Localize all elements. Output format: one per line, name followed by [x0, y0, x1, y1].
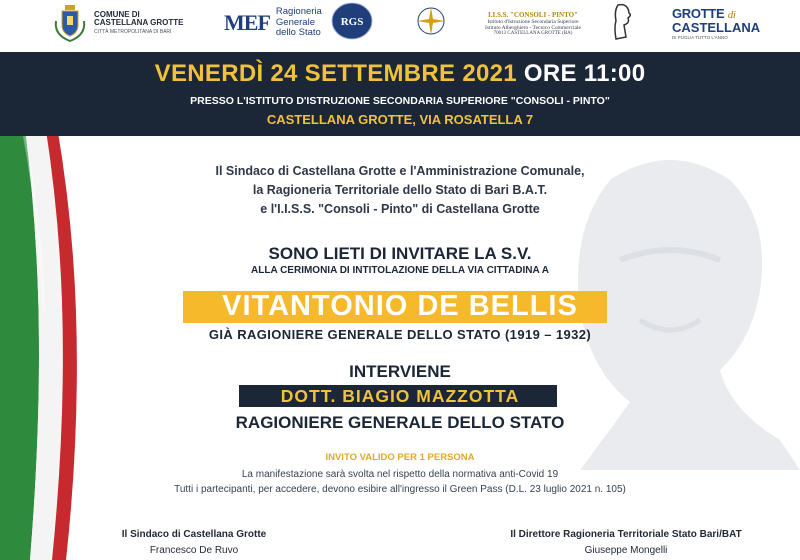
compass-star-icon: [414, 4, 448, 43]
rgs-emblem-icon: [330, 1, 374, 46]
profile-sketch-icon: [612, 1, 634, 46]
covid-note: La manifestazione sarà svolta nel rispetto della normativa anti-Covid 19: [241, 469, 559, 480]
logo-bar: [0, 0, 800, 52]
signature-director-name: Giuseppe Mongelli: [584, 545, 668, 556]
invitation-line-1: Il Sindaco di Castellana Grotte e l'Amministrazione Comunale,: [215, 164, 585, 178]
iiss-logo: [414, 0, 634, 46]
honoree-title: GIÀ RAGIONIERE GENERALE DELLO STATO (1919 – 1932): [208, 327, 592, 342]
mef-mark: MEF: [224, 10, 270, 35]
event-datetime: [0, 60, 800, 88]
signature-mayor-name: Francesco De Ruvo: [149, 545, 239, 556]
castellana-line1: COMUNE DI: [94, 9, 140, 19]
iiss-line4: 70013 CASTELLANA GROTTE (BA): [493, 30, 573, 36]
castellana-logo: [52, 0, 183, 46]
coat-of-arms-icon: [52, 3, 88, 43]
invitation-headline: SONO LIETI DI INVITARE LA S.V.: [268, 244, 532, 263]
event-place: PRESSO L'ISTITUTO D'ISTRUZIONE SECONDARIA SUPERIORE "CONSOLI - PINTO": [190, 95, 610, 107]
signature-director-role: Il Direttore Ragioneria Territoriale Stato Bari/BAT: [510, 529, 742, 540]
grotte-line3: DI PUGLIA TUTTO L'ANNO: [672, 34, 728, 40]
grotte-line1: GROTTE: [672, 5, 725, 21]
signature-mayor: [84, 529, 304, 556]
event-date: VENERDÌ 24 SETTEMBRE 2021: [154, 60, 517, 87]
castellana-line3: CITTÀ METROPOLITANA DI BARI: [94, 28, 172, 35]
green-pass-note: Tutti i partecipanti, per accedere, devono esibire all'ingresso il Green Pass (D.L. 23 luglio 2021 n. 105): [174, 484, 626, 495]
iiss-line1: I.I.S.S. "CONSOLI - PINTO": [488, 10, 578, 19]
speaker-name: DOTT. BIAGIO MAZZOTTA: [280, 386, 520, 406]
speaker-role: RAGIONIERE GENERALE DELLO STATO: [235, 413, 565, 432]
grotte-logo: [672, 0, 760, 46]
signature-director: [476, 529, 776, 556]
iiss-line3: Istituto Alberghiero - Tecnico Commerciale: [485, 24, 581, 31]
rgs-badge-text: RGS: [340, 15, 364, 28]
mef-line2: Generale: [275, 16, 315, 28]
invitation-subline: ALLA CERIMONIA DI INTITOLAZIONE DELLA VIA CITTADINA A: [251, 265, 549, 276]
honoree-name: VITANTONIO DE BELLIS: [222, 290, 578, 322]
grotte-line2: CASTELLANA: [672, 19, 761, 35]
castellana-line2: CASTELLANA GROTTE: [94, 18, 184, 28]
event-address: CASTELLANA GROTTE, VIA ROSATELLA 7: [266, 112, 534, 127]
speaker-label: INTERVIENE: [349, 362, 451, 381]
event-band: [0, 52, 800, 136]
mef-line1: Ragioneria: [275, 5, 322, 17]
invite-validity: INVITO VALIDO PER 1 PERSONA: [325, 452, 475, 463]
invitation-line-2: la Ragioneria Territoriale dello Stato di Bari B.A.T.: [252, 183, 548, 197]
iiss-line2: Istituto d'Istruzione Secondaria Superiore: [487, 18, 579, 25]
mef-line3: dello Stato: [275, 27, 321, 39]
signature-mayor-role: Il Sindaco di Castellana Grotte: [121, 529, 267, 540]
grotte-line1-small: di: [727, 8, 736, 21]
invitation-line-3: e l'I.I.S.S. "Consoli - Pinto" di Castellana Grotte: [260, 202, 540, 216]
mef-logo: [224, 0, 374, 46]
event-time: ORE 11:00: [523, 60, 646, 87]
